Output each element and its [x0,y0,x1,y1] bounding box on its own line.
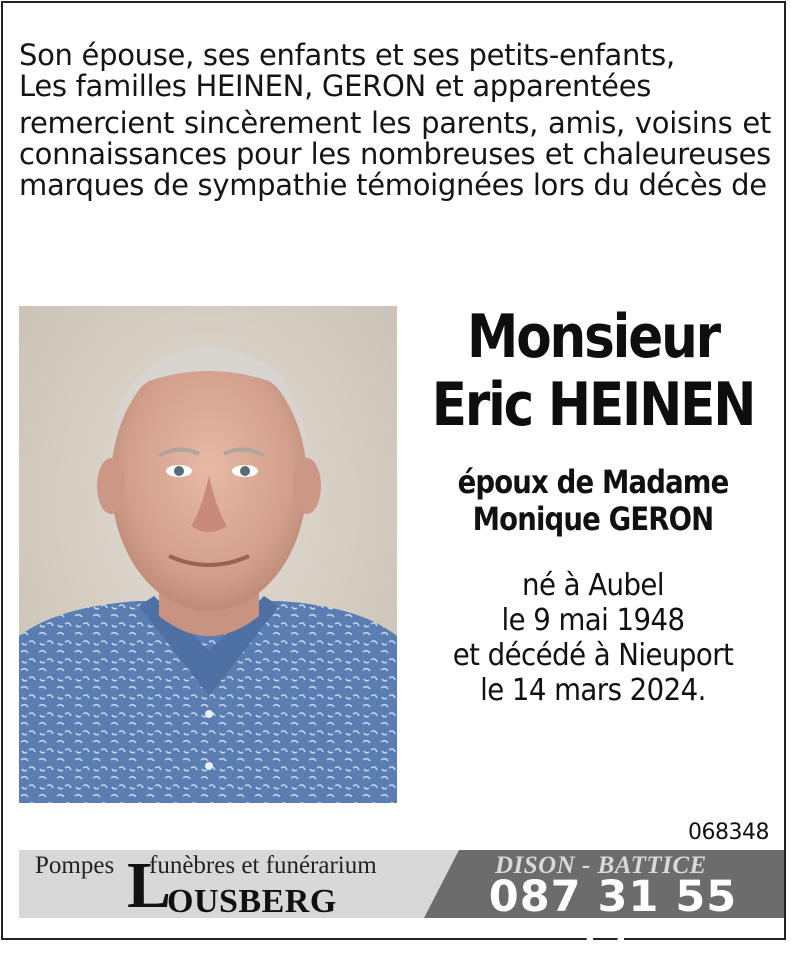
deceased-details [405,304,781,708]
birth-date: le 9 mai 1948 [501,603,685,638]
portrait-photo [19,306,397,803]
banner-name: OUSBERG [167,883,337,920]
intro-line-family: Son épouse, ses enfants et ses petits-enfants, [19,38,675,72]
death-place: et décédé à Nieuport [452,638,734,673]
banner-pompes: Pompes [35,852,115,879]
spouse-line-2: Monique GERON [472,500,714,538]
life-dates [420,568,766,708]
banner-towns: DISON - BATTICE [495,852,707,879]
deceased-name: Eric HEINEN [431,370,755,440]
intro-text [19,40,771,201]
birth-place: né à Aubel [522,568,664,603]
banner-tagline: funèbres et funérarium [149,852,377,879]
reference-number: 068348 [688,820,769,845]
death-date: le 14 mars 2024. [480,673,706,708]
spouse-info [431,464,754,538]
honorific: Monsieur [467,302,719,372]
banner-phone: 087 31 55 55 [488,872,738,972]
spouse-line-1: époux de Madame [457,463,729,501]
funeral-home-banner [19,849,772,972]
intro-line-families: Les familles HEINEN, GERON et apparentées [19,69,652,103]
banner-initial: L [127,849,172,922]
intro-paragraph: remercient sincèrement les parents, amis, voisins et connaissances pour les nombreuses et chaleureuses marques de sympathie témoignées lors du décès de [19,106,771,202]
